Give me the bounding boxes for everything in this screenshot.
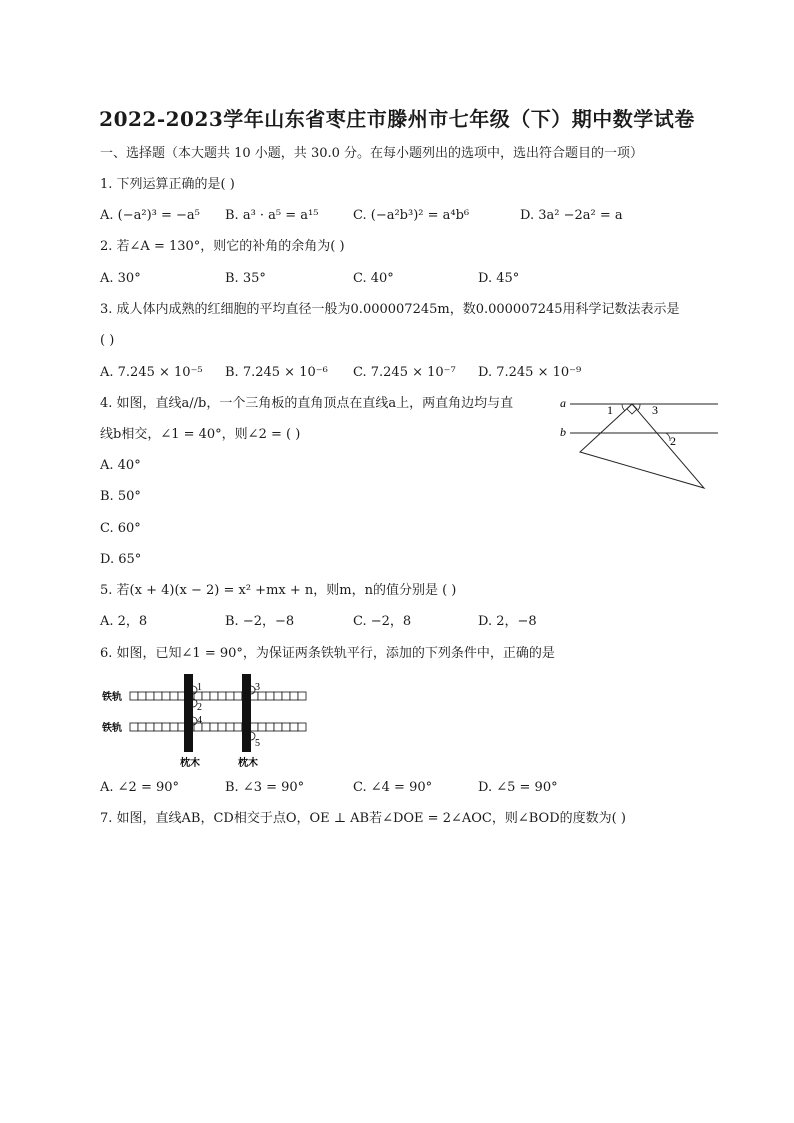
question-4-option-b: B. 50°	[100, 489, 141, 504]
section-heading: 一、选择题（本大题共 10 小题，共 30.0 分。在每小题列出的选项中，选出符合题目的一项）	[100, 146, 644, 161]
label-2: 2	[670, 434, 676, 448]
rail-segment	[154, 723, 162, 731]
question-1-stem: 1. 下列运算正确的是( )	[100, 177, 235, 192]
right-angle-mark	[627, 404, 637, 414]
label-3: 3	[652, 403, 658, 417]
angle-label-5: 5	[255, 738, 260, 749]
rail-segment	[130, 723, 138, 731]
rail-segment	[298, 723, 306, 731]
rail-segment	[274, 723, 282, 731]
question-6-option-c: C. ∠4 = 90°	[353, 780, 433, 795]
label-sleeper-left: 枕木	[180, 758, 200, 769]
rail-segment	[266, 692, 274, 700]
label-rail-top: 铁轨	[102, 692, 122, 703]
rail-segment	[170, 692, 178, 700]
question-3-option-b: B. 7.245 × 10⁻⁶	[225, 365, 328, 380]
label-1: 1	[607, 403, 613, 417]
label-sleeper-right: 枕木	[238, 758, 258, 769]
question-5-option-d: D. 2，−8	[478, 614, 537, 629]
question-4-stem: 4. 如图，直线a//b，一个三角板的直角顶点在直线a上，两直角边均与直	[100, 396, 514, 411]
rail-segment	[138, 692, 146, 700]
question-4-figure	[556, 392, 722, 492]
question-1-option-c: C. (−a²b³)² = a⁴b⁶	[353, 208, 470, 223]
rail-segment	[258, 723, 266, 731]
rail-segment	[210, 692, 218, 700]
angle-3-arc	[638, 404, 640, 410]
rail-segment	[226, 723, 234, 731]
question-2-option-c: C. 40°	[353, 271, 394, 286]
rail-segment	[234, 723, 242, 731]
rail-segment	[154, 692, 162, 700]
rail-bottom	[130, 723, 306, 731]
question-3-option-a: A. 7.245 × 10⁻⁵	[100, 365, 203, 380]
rail-segment	[298, 692, 306, 700]
rail-segment	[266, 723, 274, 731]
question-2-stem: 2. 若∠A = 130°，则它的补角的余角为( )	[100, 239, 345, 254]
rail-segment	[170, 723, 178, 731]
rail-top	[130, 692, 306, 700]
question-5-stem: 5. 若(x + 4)(x − 2) = x² +mx + n，则m，n的值分别是 ( )	[100, 583, 457, 598]
question-7-stem: 7. 如图，直线AB，CD相交于点O，OE ⊥ AB若∠DOE = 2∠AOC，则∠BOD的度数为( )	[100, 811, 626, 826]
question-3-option-d: D. 7.245 × 10⁻⁹	[478, 365, 582, 380]
sleeper-right	[242, 674, 251, 752]
angle-label-4: 4	[197, 715, 202, 726]
question-6-option-a: A. ∠2 = 90°	[100, 780, 180, 795]
rail-segment	[162, 692, 170, 700]
sleeper-left	[184, 674, 193, 752]
question-4-option-d: D. 65°	[100, 552, 142, 567]
question-1-option-b: B. a³ · a⁵ = a¹⁵	[225, 208, 319, 223]
exam-title: 2022-2023学年山东省枣庄市滕州市七年级（下）期中数学试卷	[99, 107, 695, 131]
rail-segment	[202, 723, 210, 731]
question-4-stem-cont: 线b相交，∠1 = 40°，则∠2 = ( )	[100, 427, 301, 442]
question-4-option-c: C. 60°	[100, 521, 141, 536]
question-3-option-c: C. 7.245 × 10⁻⁷	[353, 365, 456, 380]
angle-label-3: 3	[255, 682, 260, 693]
rail-segment	[282, 692, 290, 700]
rail-segment	[274, 692, 282, 700]
rail-segment	[282, 723, 290, 731]
question-2-option-a: A. 30°	[100, 271, 141, 286]
label-rail-bottom: 铁轨	[102, 723, 122, 734]
question-2-option-d: D. 45°	[478, 271, 520, 286]
question-2-option-b: B. 35°	[225, 271, 266, 286]
triangle-ruler	[580, 404, 704, 488]
angle-label-1: 1	[197, 682, 202, 693]
question-3-stem: 3. 成人体内成熟的红细胞的平均直径一般为0.000007245m，数0.000007245用科学记数法表示是	[100, 302, 680, 317]
rail-segment	[218, 723, 226, 731]
rail-segment	[210, 723, 218, 731]
rail-segment	[202, 692, 210, 700]
question-6-stem: 6. 如图，已知∠1 = 90°，为保证两条铁轨平行，添加的下列条件中，正确的是	[100, 646, 555, 661]
question-3-stem-cont: ( )	[100, 333, 115, 348]
rail-segment	[218, 692, 226, 700]
label-b: b	[560, 425, 566, 439]
rail-segment	[290, 692, 298, 700]
question-5-option-c: C. −2，8	[353, 614, 412, 629]
rail-segment	[290, 723, 298, 731]
rail-segment	[138, 723, 146, 731]
rail-segment	[250, 723, 258, 731]
rail-segment	[234, 692, 242, 700]
rail-segment	[226, 692, 234, 700]
question-6-figure	[100, 670, 320, 774]
angle-1-arc	[622, 404, 625, 411]
question-6-option-b: B. ∠3 = 90°	[225, 780, 305, 795]
label-a: a	[560, 396, 566, 410]
question-6-option-d: D. ∠5 = 90°	[478, 780, 558, 795]
rail-segment	[258, 692, 266, 700]
rail-segment	[146, 723, 154, 731]
rail-segment	[162, 723, 170, 731]
question-4-option-a: A. 40°	[100, 458, 141, 473]
question-1-option-a: A. (−a²)³ = −a⁵	[100, 208, 200, 223]
question-1-option-d: D. 3a² −2a² = a	[520, 208, 623, 223]
question-5-option-b: B. −2，−8	[225, 614, 295, 629]
question-5-option-a: A. 2，8	[100, 614, 148, 629]
rail-segment	[130, 692, 138, 700]
angle-label-2: 2	[197, 702, 202, 713]
rail-segment	[146, 692, 154, 700]
